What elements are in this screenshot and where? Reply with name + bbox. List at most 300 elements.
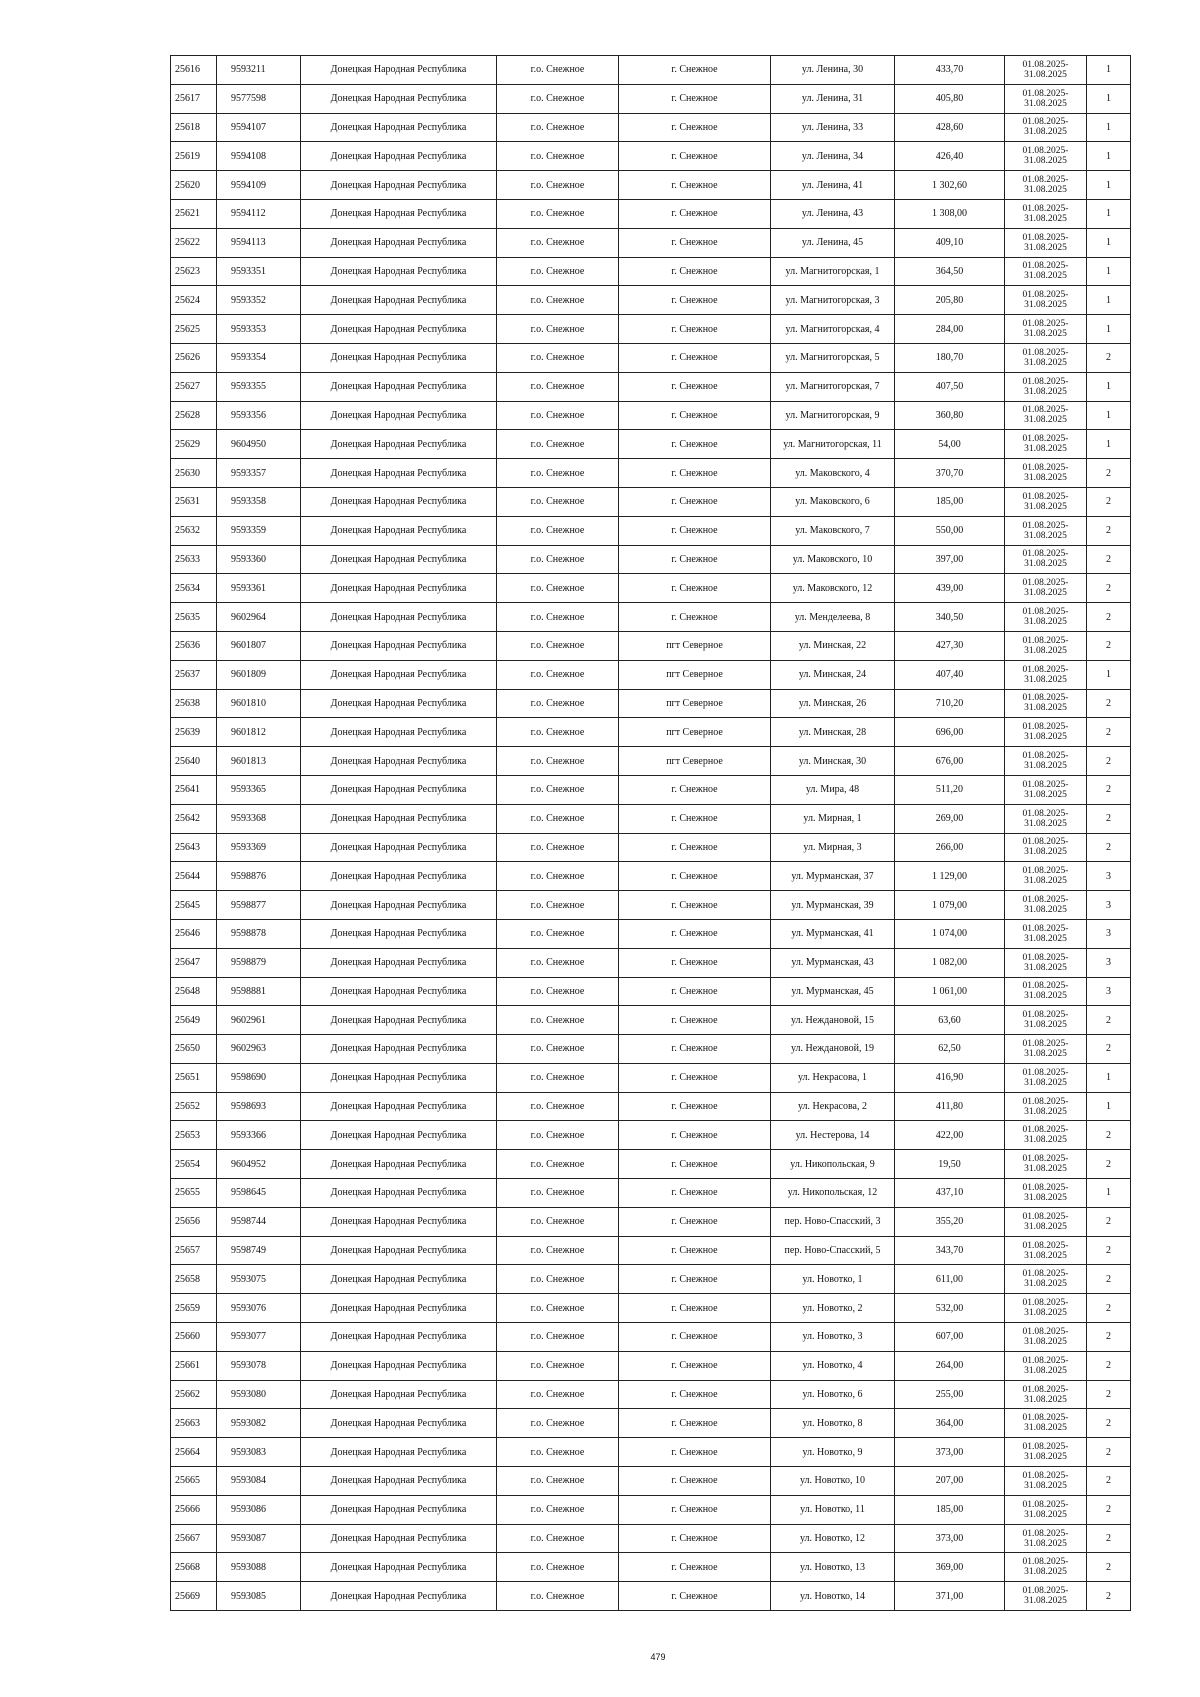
area-cell: 343,70 (895, 1236, 1005, 1265)
row-number-cell: 25662 (171, 1380, 217, 1409)
period-end: 31.08.2025 (1024, 473, 1067, 484)
address-cell: ул. Ленина, 34 (771, 142, 895, 171)
period-start: 01.08.2025- (1022, 1470, 1069, 1481)
address-cell: пер. Ново-Спасский, 5 (771, 1236, 895, 1265)
period-start: 01.08.2025- (1022, 1586, 1069, 1597)
area-cell: 266,00 (895, 833, 1005, 862)
row-number-cell: 25665 (171, 1467, 217, 1496)
period-cell (1005, 1236, 1087, 1265)
period-end: 31.08.2025 (1024, 1077, 1067, 1088)
region-cell: Донецкая Народная Республика (301, 113, 497, 142)
locality-cell: г. Снежное (619, 1150, 771, 1179)
area-cell: 205,80 (895, 286, 1005, 315)
period-end: 31.08.2025 (1024, 617, 1067, 628)
area-cell: 63,60 (895, 1006, 1005, 1035)
area-cell: 407,50 (895, 372, 1005, 401)
page-number: 479 (650, 1652, 666, 1662)
address-cell: ул. Новотко, 10 (771, 1467, 895, 1496)
region-cell: Донецкая Народная Республика (301, 891, 497, 920)
region-cell: Донецкая Народная Республика (301, 631, 497, 660)
area-cell: 422,00 (895, 1121, 1005, 1150)
district-cell: г.о. Снежное (497, 1150, 619, 1179)
period-cell (1005, 113, 1087, 142)
locality-cell: г. Снежное (619, 1582, 771, 1611)
area-cell: 427,30 (895, 631, 1005, 660)
period-end: 31.08.2025 (1024, 1423, 1067, 1434)
address-cell: ул. Маковского, 6 (771, 487, 895, 516)
category-cell: 3 (1087, 948, 1131, 977)
row-number-cell: 25629 (171, 430, 217, 459)
period-end: 31.08.2025 (1024, 444, 1067, 455)
address-cell: ул. Нестерова, 14 (771, 1121, 895, 1150)
district-cell: г.о. Снежное (497, 1035, 619, 1064)
period-cell (1005, 689, 1087, 718)
region-cell: Донецкая Народная Республика (301, 977, 497, 1006)
locality-cell: г. Снежное (619, 430, 771, 459)
area-cell: 371,00 (895, 1582, 1005, 1611)
object-code-cell: 9593359 (217, 516, 301, 545)
region-cell: Донецкая Народная Республика (301, 1207, 497, 1236)
period-cell (1005, 1351, 1087, 1380)
period-start: 01.08.2025- (1022, 261, 1069, 272)
region-cell: Донецкая Народная Республика (301, 775, 497, 804)
period-cell (1005, 718, 1087, 747)
district-cell: г.о. Снежное (497, 56, 619, 85)
district-cell: г.о. Снежное (497, 142, 619, 171)
table-row (171, 574, 1131, 603)
region-cell: Донецкая Народная Республика (301, 833, 497, 862)
row-number-cell: 25619 (171, 142, 217, 171)
address-cell: ул. Минская, 26 (771, 689, 895, 718)
period-end: 31.08.2025 (1024, 1480, 1067, 1491)
district-cell: г.о. Снежное (497, 1121, 619, 1150)
period-cell (1005, 1582, 1087, 1611)
period-end: 31.08.2025 (1024, 847, 1067, 858)
district-cell: г.о. Снежное (497, 1409, 619, 1438)
table-row (171, 718, 1131, 747)
area-cell: 185,00 (895, 1495, 1005, 1524)
period-end: 31.08.2025 (1024, 933, 1067, 944)
row-number-cell: 25646 (171, 919, 217, 948)
area-cell: 437,10 (895, 1179, 1005, 1208)
area-cell: 54,00 (895, 430, 1005, 459)
period-cell (1005, 574, 1087, 603)
period-end: 31.08.2025 (1024, 415, 1067, 426)
address-cell: ул. Новотко, 13 (771, 1553, 895, 1582)
object-code-cell: 9593365 (217, 775, 301, 804)
address-cell: ул. Мирная, 1 (771, 804, 895, 833)
region-cell: Донецкая Народная Республика (301, 56, 497, 85)
period-start: 01.08.2025- (1022, 376, 1069, 387)
object-code-cell: 9598693 (217, 1092, 301, 1121)
table-row (171, 775, 1131, 804)
locality-cell: г. Снежное (619, 401, 771, 430)
period-cell (1005, 1006, 1087, 1035)
address-cell: ул. Магнитогорская, 11 (771, 430, 895, 459)
row-number-cell: 25633 (171, 545, 217, 574)
period-end: 31.08.2025 (1024, 1164, 1067, 1175)
district-cell: г.о. Снежное (497, 545, 619, 574)
period-start: 01.08.2025- (1022, 88, 1069, 99)
category-cell: 1 (1087, 1063, 1131, 1092)
address-cell: ул. Некрасова, 1 (771, 1063, 895, 1092)
object-code-cell: 9593088 (217, 1553, 301, 1582)
address-cell: ул. Новотко, 8 (771, 1409, 895, 1438)
locality-cell: г. Снежное (619, 1063, 771, 1092)
category-cell: 2 (1087, 1524, 1131, 1553)
table-row (171, 747, 1131, 776)
category-cell: 2 (1087, 833, 1131, 862)
area-cell: 428,60 (895, 113, 1005, 142)
row-number-cell: 25656 (171, 1207, 217, 1236)
region-cell: Донецкая Народная Республика (301, 1524, 497, 1553)
category-cell: 2 (1087, 775, 1131, 804)
area-cell: 1 074,00 (895, 919, 1005, 948)
district-cell: г.о. Снежное (497, 1438, 619, 1467)
address-cell: ул. Минская, 22 (771, 631, 895, 660)
locality-cell: г. Снежное (619, 1351, 771, 1380)
address-cell: ул. Магнитогорская, 7 (771, 372, 895, 401)
locality-cell: г. Снежное (619, 56, 771, 85)
area-cell: 405,80 (895, 84, 1005, 113)
period-cell (1005, 84, 1087, 113)
category-cell: 2 (1087, 1323, 1131, 1352)
period-cell (1005, 516, 1087, 545)
period-end: 31.08.2025 (1024, 1106, 1067, 1117)
period-end: 31.08.2025 (1024, 905, 1067, 915)
region-cell: Донецкая Народная Республика (301, 1467, 497, 1496)
area-cell: 416,90 (895, 1063, 1005, 1092)
locality-cell: г. Снежное (619, 977, 771, 1006)
period-cell (1005, 257, 1087, 286)
period-end: 31.08.2025 (1024, 185, 1067, 196)
category-cell: 2 (1087, 1380, 1131, 1409)
district-cell: г.о. Снежное (497, 1179, 619, 1208)
locality-cell: г. Снежное (619, 1553, 771, 1582)
row-number-cell: 25639 (171, 718, 217, 747)
period-end: 31.08.2025 (1024, 732, 1067, 743)
address-cell: ул. Мирная, 3 (771, 833, 895, 862)
table-row (171, 1150, 1131, 1179)
period-end: 31.08.2025 (1024, 1365, 1067, 1376)
address-cell: ул. Магнитогорская, 3 (771, 286, 895, 315)
address-cell: ул. Ленина, 43 (771, 199, 895, 228)
object-code-cell: 9604950 (217, 430, 301, 459)
locality-cell: г. Снежное (619, 1035, 771, 1064)
period-end: 31.08.2025 (1024, 1020, 1067, 1031)
row-number-cell: 25634 (171, 574, 217, 603)
region-cell: Донецкая Народная Республика (301, 689, 497, 718)
table-row (171, 1495, 1131, 1524)
period-start: 01.08.2025- (1022, 1067, 1069, 1078)
area-cell: 185,00 (895, 487, 1005, 516)
area-cell: 433,70 (895, 56, 1005, 85)
locality-cell: г. Снежное (619, 545, 771, 574)
period-cell (1005, 1467, 1087, 1496)
region-cell: Донецкая Народная Республика (301, 574, 497, 603)
period-cell (1005, 545, 1087, 574)
address-cell: ул. Никопольская, 12 (771, 1179, 895, 1208)
area-cell: 1 061,00 (895, 977, 1005, 1006)
object-code-cell: 9577598 (217, 84, 301, 113)
period-end: 31.08.2025 (1024, 242, 1067, 253)
period-cell (1005, 775, 1087, 804)
table-row (171, 1265, 1131, 1294)
period-end: 31.08.2025 (1024, 1192, 1067, 1203)
period-cell (1005, 372, 1087, 401)
object-code-cell: 9602961 (217, 1006, 301, 1035)
period-start: 01.08.2025- (1022, 837, 1069, 848)
address-cell: ул. Минская, 24 (771, 660, 895, 689)
region-cell: Донецкая Народная Республика (301, 1380, 497, 1409)
object-code-cell: 9598749 (217, 1236, 301, 1265)
row-number-cell: 25648 (171, 977, 217, 1006)
row-number-cell: 25652 (171, 1092, 217, 1121)
object-code-cell: 9593086 (217, 1495, 301, 1524)
object-code-cell: 9598645 (217, 1179, 301, 1208)
object-code-cell: 9601809 (217, 660, 301, 689)
area-cell: 373,00 (895, 1438, 1005, 1467)
period-end: 31.08.2025 (1024, 213, 1067, 224)
locality-cell: г. Снежное (619, 1006, 771, 1035)
category-cell: 2 (1087, 1121, 1131, 1150)
period-cell (1005, 430, 1087, 459)
region-cell: Донецкая Народная Республика (301, 516, 497, 545)
table-row (171, 862, 1131, 891)
period-start: 01.08.2025- (1022, 175, 1069, 186)
period-cell (1005, 977, 1087, 1006)
region-cell: Донецкая Народная Республика (301, 1438, 497, 1467)
table-row (171, 113, 1131, 142)
period-end: 31.08.2025 (1024, 645, 1067, 656)
table-row (171, 1035, 1131, 1064)
table-row (171, 1438, 1131, 1467)
address-cell: ул. Минская, 28 (771, 718, 895, 747)
district-cell: г.о. Снежное (497, 84, 619, 113)
period-cell (1005, 1150, 1087, 1179)
object-code-cell: 9593356 (217, 401, 301, 430)
object-code-cell: 9602963 (217, 1035, 301, 1064)
district-cell: г.о. Снежное (497, 199, 619, 228)
period-start: 01.08.2025- (1022, 1154, 1069, 1165)
table-row (171, 977, 1131, 1006)
period-cell (1005, 315, 1087, 344)
area-cell: 1 082,00 (895, 948, 1005, 977)
table-row (171, 1236, 1131, 1265)
region-cell: Донецкая Народная Республика (301, 142, 497, 171)
address-cell: ул. Менделеева, 8 (771, 603, 895, 632)
address-cell: ул. Новотко, 3 (771, 1323, 895, 1352)
row-number-cell: 25660 (171, 1323, 217, 1352)
period-end: 31.08.2025 (1024, 1596, 1067, 1607)
period-start: 01.08.2025- (1022, 203, 1069, 214)
category-cell: 2 (1087, 747, 1131, 776)
address-cell: ул. Магнитогорская, 4 (771, 315, 895, 344)
locality-cell: г. Снежное (619, 171, 771, 200)
table-row (171, 315, 1131, 344)
table-row (171, 833, 1131, 862)
district-cell: г.о. Снежное (497, 631, 619, 660)
address-cell: ул. Магнитогорская, 5 (771, 343, 895, 372)
period-start: 01.08.2025- (1022, 895, 1069, 905)
row-number-cell: 25649 (171, 1006, 217, 1035)
area-cell: 62,50 (895, 1035, 1005, 1064)
row-number-cell: 25637 (171, 660, 217, 689)
category-cell: 1 (1087, 286, 1131, 315)
row-number-cell: 25636 (171, 631, 217, 660)
area-cell: 611,00 (895, 1265, 1005, 1294)
region-cell: Донецкая Народная Республика (301, 1092, 497, 1121)
object-code-cell: 9601812 (217, 718, 301, 747)
category-cell: 2 (1087, 487, 1131, 516)
period-end: 31.08.2025 (1024, 127, 1067, 138)
category-cell: 2 (1087, 545, 1131, 574)
category-cell: 2 (1087, 631, 1131, 660)
region-cell: Донецкая Народная Республика (301, 199, 497, 228)
row-number-cell: 25640 (171, 747, 217, 776)
period-start: 01.08.2025- (1022, 1096, 1069, 1107)
period-start: 01.08.2025- (1022, 866, 1069, 877)
locality-cell: г. Снежное (619, 315, 771, 344)
period-start: 01.08.2025- (1022, 779, 1069, 790)
area-cell: 550,00 (895, 516, 1005, 545)
period-start: 01.08.2025- (1022, 1499, 1069, 1510)
category-cell: 2 (1087, 718, 1131, 747)
table-row (171, 631, 1131, 660)
district-cell: г.о. Снежное (497, 1553, 619, 1582)
table-row (171, 171, 1131, 200)
period-start: 01.08.2025- (1022, 952, 1069, 963)
period-end: 31.08.2025 (1024, 386, 1067, 397)
table-row (171, 199, 1131, 228)
period-start: 01.08.2025- (1022, 578, 1069, 589)
period-start: 01.08.2025- (1022, 59, 1069, 70)
region-cell: Донецкая Народная Республика (301, 1006, 497, 1035)
locality-cell: г. Снежное (619, 891, 771, 920)
row-number-cell: 25668 (171, 1553, 217, 1582)
area-cell: 710,20 (895, 689, 1005, 718)
region-cell: Донецкая Народная Республика (301, 1265, 497, 1294)
area-cell: 411,80 (895, 1092, 1005, 1121)
district-cell: г.о. Снежное (497, 833, 619, 862)
area-cell: 370,70 (895, 459, 1005, 488)
period-cell (1005, 1323, 1087, 1352)
address-cell: ул. Маковского, 4 (771, 459, 895, 488)
area-cell: 19,50 (895, 1150, 1005, 1179)
row-number-cell: 25621 (171, 199, 217, 228)
locality-cell: г. Снежное (619, 833, 771, 862)
table-row (171, 487, 1131, 516)
period-end: 31.08.2025 (1024, 300, 1067, 311)
category-cell: 1 (1087, 257, 1131, 286)
period-cell (1005, 948, 1087, 977)
period-start: 01.08.2025- (1022, 693, 1069, 704)
category-cell: 1 (1087, 113, 1131, 142)
table-row (171, 1409, 1131, 1438)
category-cell: 2 (1087, 574, 1131, 603)
category-cell: 2 (1087, 603, 1131, 632)
category-cell: 3 (1087, 977, 1131, 1006)
region-cell: Донецкая Народная Республика (301, 1582, 497, 1611)
locality-cell: г. Снежное (619, 113, 771, 142)
period-end: 31.08.2025 (1024, 1538, 1067, 1549)
region-cell: Донецкая Народная Республика (301, 1179, 497, 1208)
region-cell: Донецкая Народная Республика (301, 459, 497, 488)
locality-cell: г. Снежное (619, 142, 771, 171)
category-cell: 2 (1087, 1150, 1131, 1179)
locality-cell: г. Снежное (619, 1236, 771, 1265)
area-cell: 426,40 (895, 142, 1005, 171)
locality-cell: пгт Северное (619, 631, 771, 660)
period-end: 31.08.2025 (1024, 1250, 1067, 1261)
locality-cell: г. Снежное (619, 1323, 771, 1352)
district-cell: г.о. Снежное (497, 775, 619, 804)
category-cell: 1 (1087, 199, 1131, 228)
table-row (171, 1006, 1131, 1035)
period-end: 31.08.2025 (1024, 674, 1067, 685)
locality-cell: пгт Северное (619, 689, 771, 718)
object-code-cell: 9598690 (217, 1063, 301, 1092)
category-cell: 1 (1087, 171, 1131, 200)
category-cell: 1 (1087, 56, 1131, 85)
object-code-cell: 9593369 (217, 833, 301, 862)
period-start: 01.08.2025- (1022, 463, 1069, 474)
period-cell (1005, 833, 1087, 862)
period-cell (1005, 1553, 1087, 1582)
object-code-cell: 9593357 (217, 459, 301, 488)
period-cell (1005, 747, 1087, 776)
period-cell (1005, 1063, 1087, 1092)
period-end: 31.08.2025 (1024, 1567, 1067, 1578)
row-number-cell: 25625 (171, 315, 217, 344)
period-start: 01.08.2025- (1022, 1528, 1069, 1539)
category-cell: 1 (1087, 372, 1131, 401)
locality-cell: г. Снежное (619, 1207, 771, 1236)
address-cell: ул. Магнитогорская, 1 (771, 257, 895, 286)
period-start: 01.08.2025- (1022, 146, 1069, 157)
period-cell (1005, 862, 1087, 891)
address-cell: ул. Ленина, 30 (771, 56, 895, 85)
object-code-cell: 9593211 (217, 56, 301, 85)
period-cell (1005, 1035, 1087, 1064)
row-number-cell: 25658 (171, 1265, 217, 1294)
area-cell: 284,00 (895, 315, 1005, 344)
object-code-cell: 9601807 (217, 631, 301, 660)
region-cell: Донецкая Народная Республика (301, 1553, 497, 1582)
row-number-cell: 25620 (171, 171, 217, 200)
address-cell: ул. Новотко, 4 (771, 1351, 895, 1380)
object-code-cell: 9593076 (217, 1294, 301, 1323)
period-cell (1005, 1409, 1087, 1438)
period-end: 31.08.2025 (1024, 1279, 1067, 1290)
period-end: 31.08.2025 (1024, 1221, 1067, 1232)
document-table-container (170, 55, 1130, 1611)
district-cell: г.о. Снежное (497, 257, 619, 286)
address-cell: ул. Новотко, 12 (771, 1524, 895, 1553)
period-end: 31.08.2025 (1024, 530, 1067, 541)
period-cell (1005, 603, 1087, 632)
region-cell: Донецкая Народная Республика (301, 1294, 497, 1323)
region-cell: Донецкая Народная Республика (301, 718, 497, 747)
locality-cell: г. Снежное (619, 574, 771, 603)
region-cell: Донецкая Народная Республика (301, 919, 497, 948)
period-start: 01.08.2025- (1022, 923, 1069, 934)
area-cell: 1 302,60 (895, 171, 1005, 200)
row-number-cell: 25654 (171, 1150, 217, 1179)
region-cell: Донецкая Народная Республика (301, 1323, 497, 1352)
region-cell: Донецкая Народная Республика (301, 286, 497, 315)
category-cell: 1 (1087, 1179, 1131, 1208)
